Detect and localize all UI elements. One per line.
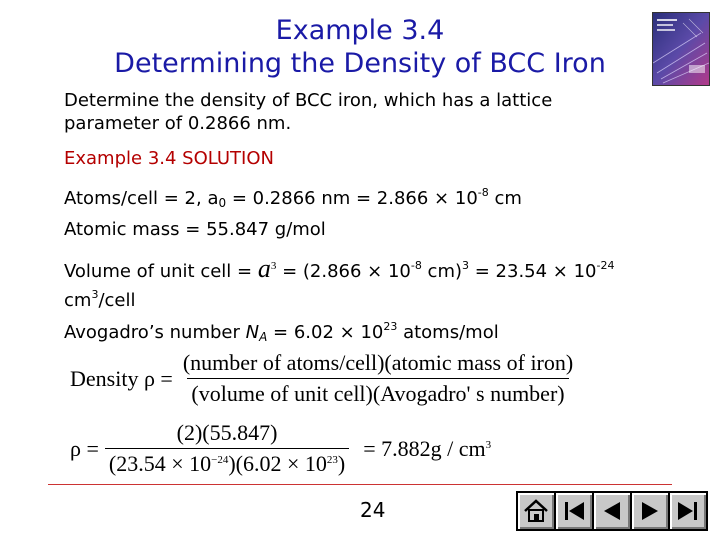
atoms-mid: = 0.2866 nm = 2.866 × 10 bbox=[226, 188, 478, 209]
density-formula bbox=[70, 350, 577, 407]
density-result-value: = 7.882g / cm bbox=[363, 435, 486, 461]
den-exponent-b: 23 bbox=[326, 454, 338, 466]
solution-heading: Example 3.4 SOLUTION bbox=[64, 148, 274, 169]
problem-line-1: Determine the density of BCC iron, which has a lattice bbox=[64, 90, 553, 111]
den-part-b: )(6.02 × 10 bbox=[228, 451, 327, 476]
avogadro-mid: = 6.02 × 10 bbox=[267, 322, 384, 343]
avogadro-line bbox=[64, 315, 499, 349]
title-line-1: Example 3.4 bbox=[275, 15, 445, 46]
next-slide-button[interactable] bbox=[630, 491, 670, 531]
volume-line bbox=[64, 254, 614, 312]
volume-line-2 bbox=[64, 283, 614, 312]
atomic-mass-line: Atomic mass = 55.847 g/mol bbox=[64, 219, 326, 240]
last-slide-button[interactable] bbox=[668, 491, 708, 531]
page-number: 24 bbox=[360, 498, 386, 522]
den-exponent-a: −24 bbox=[211, 454, 229, 466]
avogadro-unit: atoms/mol bbox=[397, 322, 499, 343]
density-formula-numerator: (number of atoms/cell)(atomic mass of iron) bbox=[182, 350, 574, 375]
atoms-per-cell-line bbox=[64, 181, 522, 215]
avogadro-prefix: Avogadro’s number bbox=[64, 322, 246, 343]
den-part-a: (23.54 × 10 bbox=[108, 451, 212, 476]
first-slide-button[interactable] bbox=[554, 491, 594, 531]
title-line-2: Determining the Density of BCC Iron bbox=[114, 48, 606, 79]
volume-line-2-unit-cm: cm bbox=[64, 290, 92, 311]
den-part-c: ) bbox=[337, 451, 346, 476]
volume-exponent-3: -24 bbox=[596, 259, 615, 272]
volume-a: a bbox=[257, 254, 271, 283]
previous-slide-button[interactable] bbox=[592, 491, 632, 531]
volume-a-exponent: 3 bbox=[270, 260, 277, 272]
avogadro-exponent: 23 bbox=[383, 320, 398, 333]
volume-line-2-exponent: 3 bbox=[91, 288, 99, 301]
volume-mid-2: = 23.54 × 10 bbox=[469, 261, 597, 282]
density-formula-denominator: (volume of unit cell)(Avogadro' s number) bbox=[187, 378, 568, 407]
density-result bbox=[363, 436, 491, 461]
density-formula-fraction bbox=[179, 350, 577, 407]
atoms-subscript: 0 bbox=[218, 196, 227, 210]
first-slide-icon bbox=[560, 497, 588, 525]
home-button[interactable] bbox=[516, 491, 556, 531]
density-formula-lhs: Density ρ = bbox=[70, 365, 173, 391]
volume-prefix: Volume of unit cell = bbox=[64, 261, 258, 282]
home-icon bbox=[522, 497, 550, 525]
avogadro-subscript: A bbox=[259, 330, 268, 344]
density-calculation bbox=[70, 420, 491, 477]
volume-exponent-2: 3 bbox=[462, 259, 470, 272]
volume-mid: cm) bbox=[421, 261, 463, 282]
density-calculation-fraction bbox=[105, 420, 349, 477]
atoms-exponent: -8 bbox=[477, 186, 489, 199]
avogadro-symbol: N bbox=[245, 322, 260, 343]
book-cover-image bbox=[652, 12, 710, 86]
next-slide-icon bbox=[636, 497, 664, 525]
footer-divider bbox=[48, 484, 672, 485]
last-slide-icon bbox=[674, 497, 702, 525]
density-calculation-numerator: (2)(55.847) bbox=[176, 420, 278, 445]
density-calculation-denominator bbox=[105, 448, 349, 477]
volume-line-2-unit: /cell bbox=[98, 290, 136, 311]
previous-slide-icon bbox=[598, 497, 626, 525]
density-calculation-lhs: ρ = bbox=[70, 435, 99, 461]
volume-exponent-1: -8 bbox=[410, 259, 422, 272]
atoms-unit: cm bbox=[488, 188, 522, 209]
volume-line-1 bbox=[64, 254, 614, 283]
volume-eq: = (2.866 × 10 bbox=[276, 261, 411, 282]
problem-statement bbox=[64, 89, 552, 135]
density-result-exponent: 3 bbox=[485, 438, 492, 451]
problem-line-2: parameter of 0.2866 nm. bbox=[64, 113, 292, 134]
atoms-prefix: Atoms/cell = 2, a bbox=[64, 188, 219, 209]
slide-title bbox=[60, 14, 660, 80]
